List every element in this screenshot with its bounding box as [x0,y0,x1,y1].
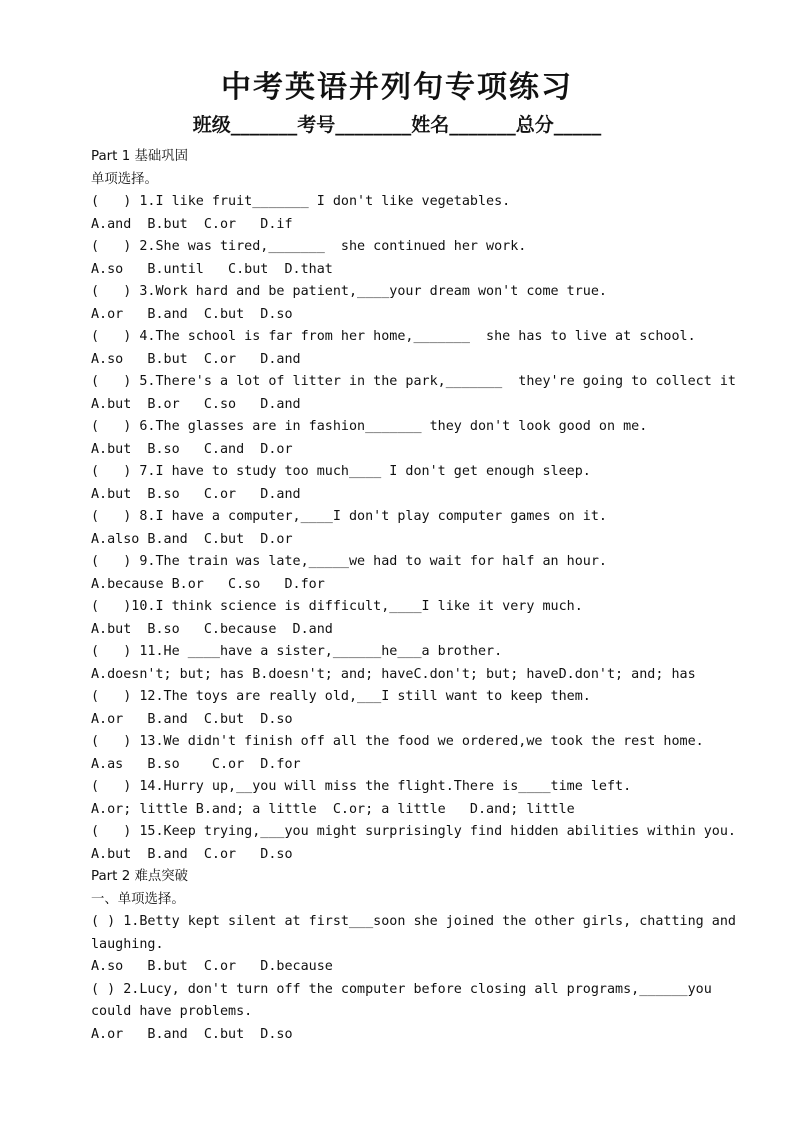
question-9: ( ) 9.The train was late,_____we had to wait for half an hour. [91,554,607,569]
options-8: A.also B.and C.but D.or [91,531,293,547]
part1-heading: Part 1 基础巩固 [91,149,189,164]
options-6: A.but B.so C.and D.or [91,441,293,457]
question-10: ( )10.I think science is difficult,____I like it very much. [91,599,583,614]
student-info-line: 班级_______考号________姓名_______总分_____ [192,114,602,136]
part1-instruction: 单项选择。 [91,171,158,187]
page-title: 中考英语并列句专项练习 [221,70,573,105]
options-2: A.so B.until C.but D.that [91,261,333,277]
question-1: ( ) 1.I like fruit_______ I don't like vegetables. [91,194,511,209]
options-15: A.but B.and C.or D.so [91,846,293,862]
question-13: ( ) 13.We didn't finish off all the food we ordered,we took the rest home. [91,734,704,749]
part2-question-2: ( ) 2.Lucy, don't turn off the computer before closing all programs,______you could have problems. [91,981,712,1019]
question-11: ( ) 11.He ____have a sister,______he___a brother. [91,644,503,659]
options-13: A.as B.so C.or D.for [91,756,301,772]
question-14: ( ) 14.Hurry up,__you will miss the flight.There is____time left. [91,779,632,794]
question-3: ( ) 3.Work hard and be patient,____your dream won't come true. [91,284,607,299]
question-6: ( ) 6.The glasses are in fashion_______ they don't look good on me. [91,419,648,434]
options-10: A.but B.so C.because D.and [91,621,333,637]
part2-options-1: A.so B.but C.or D.because [91,959,333,974]
worksheet-content [91,146,741,1046]
question-8: ( ) 8.I have a computer,____I don't play computer games on it. [91,509,607,524]
options-7: A.but B.so C.or D.and [91,486,301,502]
question-5: ( ) 5.There's a lot of litter in the park,_______ they're going to collect it [91,374,736,389]
question-15: ( ) 15.Keep trying,___you might surprisingly find hidden abilities within you. [91,824,736,839]
part2-heading: Part 2 难点突破 [91,869,189,884]
options-12: A.or B.and C.but D.so [91,711,293,727]
options-11: A.doesn't; but; has B.doesn't; and; haveC.don't; but; haveD.don't; and; has [91,666,696,682]
part2-options-2: A.or B.and C.but D.so [91,1026,293,1042]
question-12: ( ) 12.The toys are really old,___I still want to keep them. [91,689,591,704]
options-1: A.and B.but C.or D.if [91,216,293,232]
options-14: A.or; little B.and; a little C.or; a little D.and; little [91,801,575,817]
part2-question-1: ( ) 1.Betty kept silent at first___soon she joined the other girls, chatting and laughing. [91,914,736,952]
options-9: A.because B.or C.so D.for [91,576,325,592]
part2-instruction: 一、单项选择。 [91,891,185,907]
question-4: ( ) 4.The school is far from her home,_______ she has to live at school. [91,329,696,344]
options-3: A.or B.and C.but D.so [91,306,293,322]
question-7: ( ) 7.I have to study too much____ I don't get enough sleep. [91,464,591,479]
options-5: A.but B.or C.so D.and [91,396,301,412]
question-2: ( ) 2.She was tired,_______ she continued her work. [91,239,527,254]
options-4: A.so B.but C.or D.and [91,351,301,367]
